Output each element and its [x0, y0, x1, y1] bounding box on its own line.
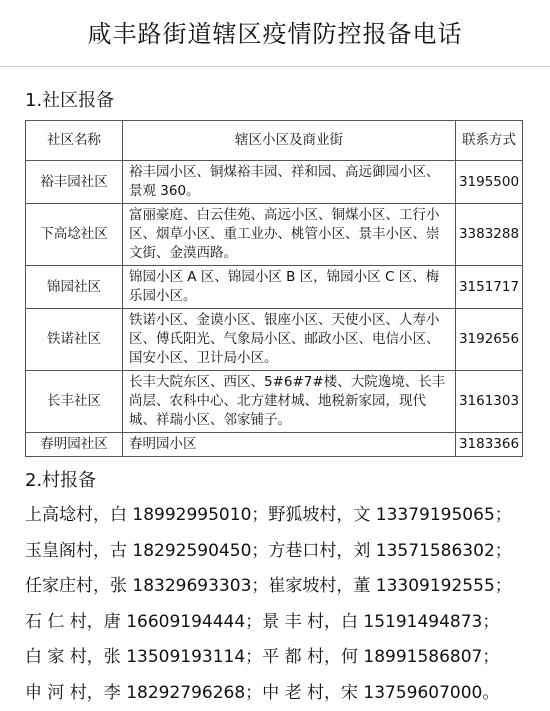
- community-name: 铁诺社区: [26, 309, 123, 371]
- community-name: 锦园社区: [26, 266, 123, 309]
- community-phone: 3161303: [456, 371, 523, 433]
- table-row: [26, 161, 523, 204]
- header-phone: 联系方式: [456, 121, 523, 161]
- community-name: 裕丰园社区: [26, 161, 123, 204]
- community-phone: 3195500: [456, 161, 523, 204]
- title-divider: [0, 66, 550, 67]
- community-name: 长丰社区: [26, 371, 123, 433]
- table-row: [26, 371, 523, 433]
- table-row: [26, 309, 523, 371]
- community-areas: 锦园小区 A 区、锦园小区 B 区，锦园小区 C 区、梅乐园小区。: [123, 266, 456, 309]
- community-name: 春明园社区: [26, 433, 123, 457]
- village-line: 白 家 村，张 13509193114；平 都 村，何 18991586807；: [25, 640, 535, 676]
- community-areas: 裕丰园小区、铜煤裕丰园、祥和园、高远御园小区、景观 360。: [123, 161, 456, 204]
- header-community-name: 社区名称: [26, 121, 123, 161]
- community-phone: 3383288: [456, 204, 523, 266]
- table-row: [26, 433, 523, 457]
- community-areas: 春明园小区: [123, 433, 456, 457]
- community-areas: 铁诺小区、金谟小区、银座小区、天使小区、人寿小区、傅氏阳光、气象局小区、邮政小区、电信小区、国安小区、卫计局小区。: [123, 309, 456, 371]
- village-list: [25, 498, 535, 711]
- community-phone: 3151717: [456, 266, 523, 309]
- table-header-row: [26, 121, 523, 161]
- community-table: [25, 120, 523, 457]
- village-section-heading: 2.村报备: [25, 466, 96, 492]
- table-row: [26, 204, 523, 266]
- community-section-heading: 1.社区报备: [25, 86, 114, 112]
- village-line: 任家庄村，张 18329693303；崔家坡村，董 13309192555；: [25, 569, 535, 605]
- community-phone: 3192656: [456, 309, 523, 371]
- village-line: 玉皇阁村，古 18292590450；方巷口村，刘 13571586302；: [25, 534, 535, 570]
- header-areas: 辖区小区及商业街: [123, 121, 456, 161]
- page-title: 咸丰路街道辖区疫情防控报备电话: [0, 14, 550, 49]
- community-areas: 长丰大院东区、西区、5#6#7#楼、大院逸境、长丰尚层、农科中心、北方建材城、地税新家园，现代城、祥瑞小区、邻家铺子。: [123, 371, 456, 433]
- village-line: 上高埝村，白 18992995010；野狐坡村，文 13379195065；: [25, 498, 535, 534]
- village-line: 石 仁 村，唐 16609194444；景 丰 村，白 15191494873；: [25, 605, 535, 641]
- village-line: 申 河 村，李 18292796268；中 老 村，宋 13759607000。: [25, 676, 535, 711]
- community-areas: 富丽豪庭、白云佳苑、高远小区、铜煤小区、工行小区、烟草小区、重工业办、桃管小区、景丰小区、崇文街、金漠西路。: [123, 204, 456, 266]
- table-row: [26, 266, 523, 309]
- community-phone: 3183366: [456, 433, 523, 457]
- community-name: 下高埝社区: [26, 204, 123, 266]
